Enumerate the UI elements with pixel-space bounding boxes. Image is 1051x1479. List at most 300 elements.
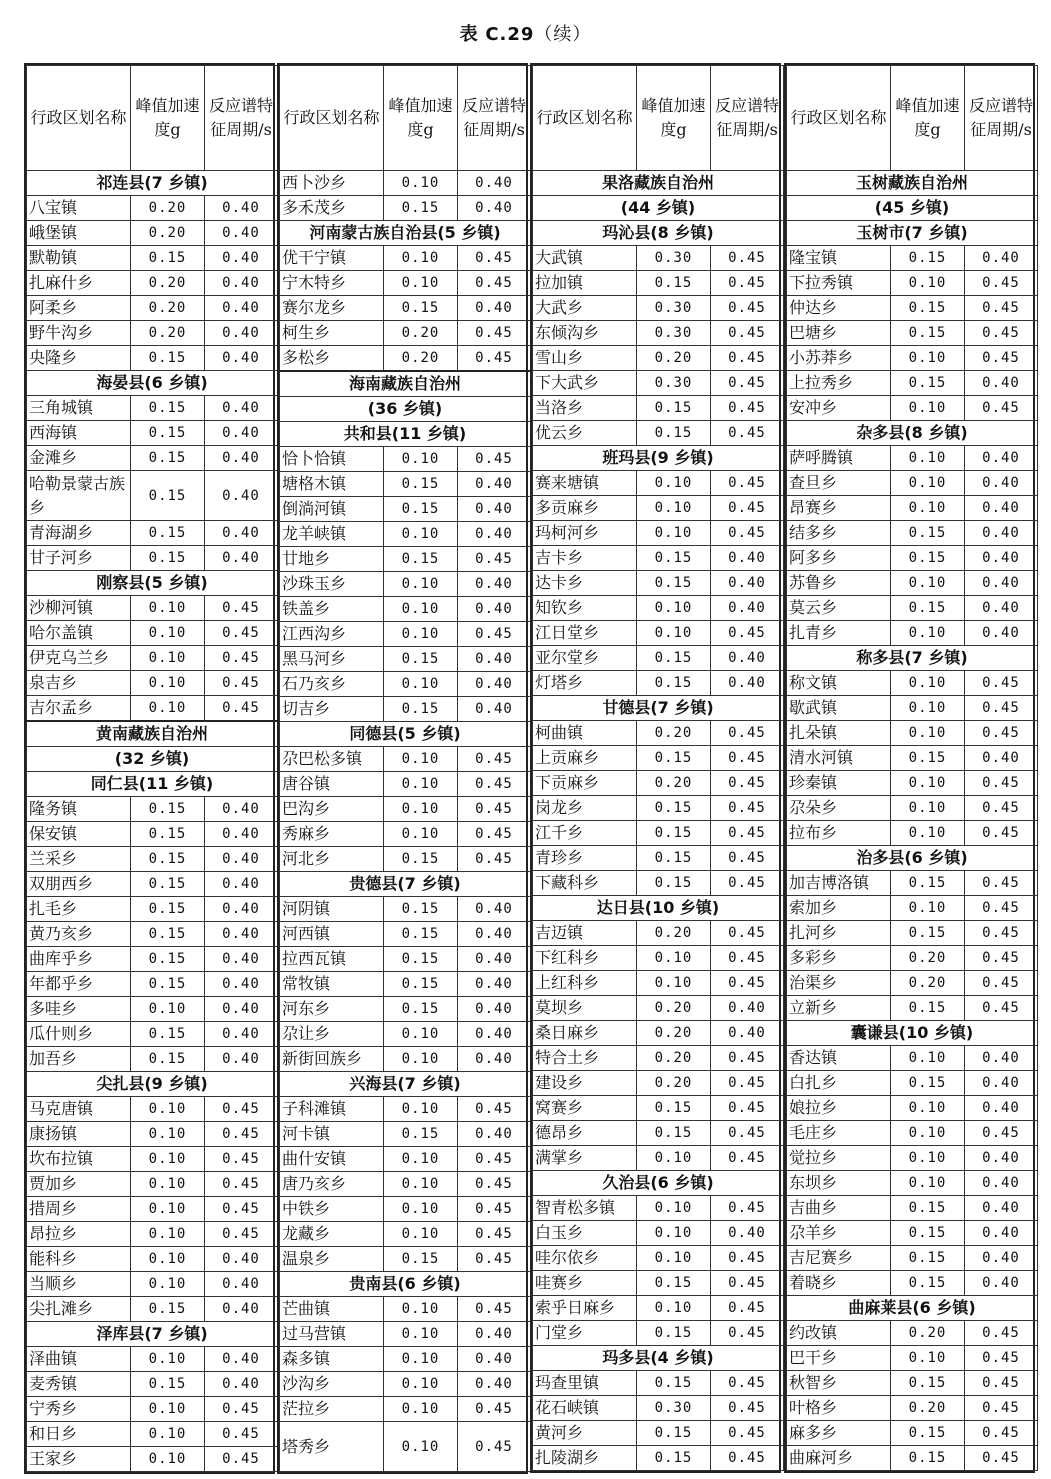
period-value: 0.40 — [965, 546, 1038, 571]
period-value: 0.40 — [965, 471, 1038, 496]
township-name: 塘格木镇 — [280, 472, 384, 497]
period-value: 0.45 — [205, 1172, 278, 1197]
township-name: 扎陵湖乡 — [533, 1446, 637, 1471]
header-name: 行政区划名称 — [27, 66, 131, 171]
township-name: 上贡麻乡 — [533, 746, 637, 771]
group-header-row — [787, 196, 1038, 221]
table-row — [280, 1297, 531, 1322]
pga-value: 0.15 — [891, 1446, 965, 1471]
township-name: 优云乡 — [533, 421, 637, 446]
township-name: 子科滩镇 — [280, 1097, 384, 1122]
pga-value: 0.15 — [384, 296, 458, 321]
table-row — [280, 772, 531, 797]
period-value: 0.45 — [965, 696, 1038, 721]
township-name: 玛柯河乡 — [533, 521, 637, 546]
period-value: 0.40 — [205, 797, 278, 822]
pga-value: 0.15 — [891, 1221, 965, 1246]
table-row — [787, 521, 1038, 546]
table-row — [27, 1372, 278, 1397]
group-header-row — [280, 422, 531, 447]
pga-value: 0.10 — [384, 447, 458, 472]
township-name: 央隆乡 — [27, 346, 131, 371]
pga-value: 0.15 — [891, 1371, 965, 1396]
table-row — [280, 171, 531, 196]
table-row — [533, 1421, 784, 1446]
group-title: 玛沁县(8 乡镇) — [533, 221, 784, 246]
table-row — [27, 446, 278, 471]
township-name: 吉尼赛乡 — [787, 1246, 891, 1271]
table-row — [787, 1171, 1038, 1196]
township-name: 结多乡 — [787, 521, 891, 546]
period-value: 0.45 — [711, 1396, 784, 1421]
table-row — [787, 496, 1038, 521]
township-name: 叶格乡 — [787, 1396, 891, 1421]
pga-value: 0.10 — [384, 672, 458, 697]
pga-value: 0.15 — [384, 947, 458, 972]
township-name: 廿地乡 — [280, 547, 384, 572]
township-name: 大武镇 — [533, 246, 637, 271]
period-value: 0.40 — [965, 571, 1038, 596]
township-name: 江西沟乡 — [280, 622, 384, 647]
township-name: 莫云乡 — [787, 596, 891, 621]
table-row — [280, 497, 531, 522]
period-value: 0.40 — [205, 271, 278, 296]
township-name: 河北乡 — [280, 847, 384, 872]
period-value: 0.40 — [711, 546, 784, 571]
township-name: 茫拉乡 — [280, 1397, 384, 1422]
pga-value: 0.10 — [131, 1272, 205, 1297]
pga-value: 0.15 — [891, 996, 965, 1021]
group-title: 同德县(5 乡镇) — [280, 722, 531, 747]
township-name: 着晓乡 — [787, 1271, 891, 1296]
pga-value: 0.20 — [637, 346, 711, 371]
period-value: 0.45 — [458, 622, 531, 647]
pga-value: 0.15 — [131, 1022, 205, 1047]
township-name: 泉吉乡 — [27, 671, 131, 696]
group-title: 河南蒙古族自治县(5 乡镇) — [280, 221, 531, 246]
pga-value: 0.10 — [891, 796, 965, 821]
pga-value: 0.10 — [891, 821, 965, 846]
pga-value: 0.20 — [637, 771, 711, 796]
table-row — [27, 621, 278, 646]
period-value: 0.40 — [205, 521, 278, 546]
table-row — [280, 597, 531, 622]
pga-value: 0.10 — [891, 1121, 965, 1146]
period-value: 0.40 — [458, 472, 531, 497]
township-name: 秀麻乡 — [280, 822, 384, 847]
table-row — [27, 471, 278, 521]
table-row — [787, 921, 1038, 946]
period-value: 0.45 — [711, 1371, 784, 1396]
table-row — [280, 1047, 531, 1072]
township-name: 塔秀乡 — [280, 1422, 384, 1472]
period-value: 0.45 — [458, 797, 531, 822]
pga-value: 0.15 — [384, 1247, 458, 1272]
pga-value: 0.10 — [384, 772, 458, 797]
period-value: 0.40 — [205, 321, 278, 346]
township-name: 苏鲁乡 — [787, 571, 891, 596]
pga-value: 0.10 — [637, 946, 711, 971]
pga-value: 0.15 — [131, 1047, 205, 1072]
group-title: 祁连县(7 乡镇) — [27, 171, 278, 196]
table-row — [787, 1221, 1038, 1246]
period-value: 0.45 — [458, 1222, 531, 1247]
period-value: 0.40 — [711, 646, 784, 671]
table-row — [533, 1371, 784, 1396]
period-value: 0.45 — [711, 296, 784, 321]
table-column-3 — [530, 63, 781, 1473]
township-name: 桑日麻乡 — [533, 1021, 637, 1046]
group-header-row — [280, 397, 531, 422]
period-value: 0.45 — [711, 271, 784, 296]
pga-value: 0.10 — [891, 271, 965, 296]
table-row — [787, 1396, 1038, 1421]
period-value: 0.45 — [711, 821, 784, 846]
table-row — [280, 897, 531, 922]
period-value: 0.40 — [205, 1247, 278, 1272]
table-row — [787, 446, 1038, 471]
pga-value: 0.10 — [384, 1172, 458, 1197]
period-value: 0.45 — [965, 996, 1038, 1021]
group-title: 班玛县(9 乡镇) — [533, 446, 784, 471]
pga-value: 0.10 — [384, 572, 458, 597]
group-title: (32 乡镇) — [27, 747, 278, 772]
pga-value: 0.15 — [131, 346, 205, 371]
pga-value: 0.10 — [131, 1122, 205, 1147]
pga-value: 0.10 — [384, 1297, 458, 1322]
table-row — [27, 1047, 278, 1072]
township-name: 昂赛乡 — [787, 496, 891, 521]
pga-value: 0.15 — [637, 271, 711, 296]
township-name: 河西镇 — [280, 922, 384, 947]
pga-value: 0.30 — [637, 1396, 711, 1421]
period-value: 0.40 — [205, 446, 278, 471]
township-name: 能科乡 — [27, 1247, 131, 1272]
header-period: 反应谱特征周期/s — [205, 66, 278, 171]
pga-value: 0.10 — [891, 496, 965, 521]
table-row — [280, 997, 531, 1022]
pga-value: 0.10 — [637, 496, 711, 521]
header-period: 反应谱特征周期/s — [965, 66, 1038, 171]
period-value: 0.40 — [965, 496, 1038, 521]
township-name: 黑马河乡 — [280, 647, 384, 672]
township-name: 默勒镇 — [27, 246, 131, 271]
table-row — [533, 671, 784, 696]
table-row — [27, 596, 278, 621]
period-value: 0.40 — [965, 1046, 1038, 1071]
pga-value: 0.10 — [384, 1397, 458, 1422]
period-value: 0.45 — [711, 621, 784, 646]
table-column-2 — [277, 63, 528, 1474]
table-row — [280, 1372, 531, 1397]
pga-value: 0.20 — [891, 946, 965, 971]
table-row — [533, 921, 784, 946]
pga-value: 0.15 — [131, 421, 205, 446]
period-value: 0.40 — [205, 196, 278, 221]
table-row — [787, 296, 1038, 321]
period-value: 0.45 — [965, 1396, 1038, 1421]
table-row — [280, 346, 531, 372]
title-code: C.29 — [485, 24, 535, 45]
table-row — [533, 1121, 784, 1146]
period-value: 0.45 — [458, 447, 531, 472]
township-name: 多松乡 — [280, 346, 384, 372]
period-value: 0.40 — [458, 1122, 531, 1147]
table-row — [280, 672, 531, 697]
township-name: 优干宁镇 — [280, 246, 384, 271]
period-value: 0.40 — [458, 897, 531, 922]
township-name: 德昂乡 — [533, 1121, 637, 1146]
township-name: 唐谷镇 — [280, 772, 384, 797]
period-value: 0.45 — [205, 646, 278, 671]
period-value: 0.40 — [205, 947, 278, 972]
table-row — [27, 671, 278, 696]
township-name: 萨呼腾镇 — [787, 446, 891, 471]
period-value: 0.45 — [458, 1097, 531, 1122]
township-name: 吉曲乡 — [787, 1196, 891, 1221]
period-value: 0.45 — [711, 1446, 784, 1471]
pga-value: 0.30 — [637, 246, 711, 271]
period-value: 0.40 — [965, 621, 1038, 646]
title-prefix: 表 — [459, 24, 479, 45]
pga-value: 0.10 — [384, 1372, 458, 1397]
township-name: 双朋西乡 — [27, 872, 131, 897]
township-name: 常牧镇 — [280, 972, 384, 997]
township-name: 措周乡 — [27, 1197, 131, 1222]
township-name: 娘拉乡 — [787, 1096, 891, 1121]
table-row — [27, 797, 278, 822]
period-value: 0.40 — [205, 1297, 278, 1322]
table-row — [533, 1296, 784, 1321]
pga-value: 0.10 — [891, 1046, 965, 1071]
group-title: 兴海县(7 乡镇) — [280, 1072, 531, 1097]
table-row — [787, 1446, 1038, 1471]
pga-value: 0.15 — [637, 546, 711, 571]
township-name: 多贡麻乡 — [533, 496, 637, 521]
period-value: 0.45 — [711, 746, 784, 771]
pga-value: 0.10 — [131, 1147, 205, 1172]
period-value: 0.40 — [458, 647, 531, 672]
township-name: 赛尔龙乡 — [280, 296, 384, 321]
table-row — [27, 822, 278, 847]
group-header-row — [787, 646, 1038, 671]
table-row — [787, 246, 1038, 271]
period-value: 0.45 — [205, 1147, 278, 1172]
township-name: 王家乡 — [27, 1447, 131, 1472]
table-row — [27, 1447, 278, 1472]
table-row — [533, 496, 784, 521]
period-value: 0.40 — [965, 1196, 1038, 1221]
pga-value: 0.15 — [131, 847, 205, 872]
township-name: 温泉乡 — [280, 1247, 384, 1272]
period-value: 0.40 — [711, 596, 784, 621]
pga-value: 0.20 — [637, 921, 711, 946]
period-value: 0.40 — [458, 572, 531, 597]
table-row — [787, 396, 1038, 421]
period-value: 0.40 — [205, 296, 278, 321]
township-name: 加吉博洛镇 — [787, 871, 891, 896]
pga-value: 0.10 — [637, 1146, 711, 1171]
pga-value: 0.15 — [637, 1371, 711, 1396]
group-title: 泽库县(7 乡镇) — [27, 1322, 278, 1347]
period-value: 0.40 — [965, 746, 1038, 771]
township-name: 吉迈镇 — [533, 921, 637, 946]
pga-value: 0.10 — [384, 1422, 458, 1472]
group-title: 尖扎县(9 乡镇) — [27, 1072, 278, 1097]
group-title: 杂多县(8 乡镇) — [787, 421, 1038, 446]
pga-value: 0.15 — [637, 1446, 711, 1471]
table-row — [787, 1071, 1038, 1096]
period-value: 0.40 — [458, 997, 531, 1022]
township-name: 立新乡 — [787, 996, 891, 1021]
township-name: 窝赛乡 — [533, 1096, 637, 1121]
township-name: 称文镇 — [787, 671, 891, 696]
table-row — [27, 1247, 278, 1272]
township-name: 玛查里镇 — [533, 1371, 637, 1396]
period-value: 0.45 — [205, 1097, 278, 1122]
pga-value: 0.10 — [891, 896, 965, 921]
period-value: 0.45 — [458, 1172, 531, 1197]
pga-value: 0.20 — [891, 971, 965, 996]
pga-value: 0.10 — [891, 396, 965, 421]
table-row — [787, 346, 1038, 371]
township-name: 西海镇 — [27, 421, 131, 446]
period-value: 0.40 — [458, 972, 531, 997]
pga-value: 0.15 — [384, 972, 458, 997]
table-row — [280, 522, 531, 547]
table-column-4 — [784, 63, 1035, 1473]
table-row — [280, 947, 531, 972]
period-value: 0.45 — [458, 822, 531, 847]
period-value: 0.45 — [711, 421, 784, 446]
header-pga: 峰值加速度g — [384, 66, 458, 171]
township-name: 门堂乡 — [533, 1321, 637, 1346]
pga-value: 0.10 — [384, 1047, 458, 1072]
township-name: 麻多乡 — [787, 1421, 891, 1446]
pga-value: 0.10 — [637, 1221, 711, 1246]
table-row — [280, 1222, 531, 1247]
township-name: 江千乡 — [533, 821, 637, 846]
table-row — [533, 721, 784, 746]
period-value: 0.40 — [205, 997, 278, 1022]
period-value: 0.40 — [965, 1271, 1038, 1296]
period-value: 0.45 — [458, 1422, 531, 1472]
period-value: 0.45 — [711, 396, 784, 421]
period-value: 0.40 — [458, 196, 531, 221]
period-value: 0.40 — [205, 396, 278, 421]
period-value: 0.45 — [965, 946, 1038, 971]
pga-value: 0.15 — [891, 371, 965, 396]
township-name: 切吉乡 — [280, 697, 384, 722]
period-value: 0.45 — [965, 1346, 1038, 1371]
group-title: 贵德县(7 乡镇) — [280, 872, 531, 897]
township-name: 香达镇 — [787, 1046, 891, 1071]
period-value: 0.40 — [965, 1221, 1038, 1246]
table-row — [280, 1322, 531, 1347]
table-row — [787, 821, 1038, 846]
township-name: 毛庄乡 — [787, 1121, 891, 1146]
pga-value: 0.30 — [637, 296, 711, 321]
table-row — [787, 746, 1038, 771]
header-pga: 峰值加速度g — [891, 66, 965, 171]
township-name: 恰卜恰镇 — [280, 447, 384, 472]
period-value: 0.40 — [205, 471, 278, 521]
table-row — [27, 321, 278, 346]
township-name: 安冲乡 — [787, 396, 891, 421]
table-row — [533, 396, 784, 421]
township-name: 过马营镇 — [280, 1322, 384, 1347]
table-row — [280, 296, 531, 321]
township-name: 沙沟乡 — [280, 1372, 384, 1397]
period-value: 0.45 — [205, 1447, 278, 1472]
period-value: 0.40 — [458, 922, 531, 947]
table-row — [280, 472, 531, 497]
table-row — [787, 371, 1038, 396]
table-row — [280, 647, 531, 672]
table-row — [533, 546, 784, 571]
pga-value: 0.15 — [131, 546, 205, 571]
period-value: 0.45 — [711, 346, 784, 371]
township-name: 多哇乡 — [27, 997, 131, 1022]
period-value: 0.40 — [711, 671, 784, 696]
pga-value: 0.10 — [637, 1246, 711, 1271]
group-header-row — [280, 371, 531, 397]
period-value: 0.40 — [205, 246, 278, 271]
period-value: 0.45 — [965, 296, 1038, 321]
group-header-row — [27, 171, 278, 196]
township-name: 扎麻什乡 — [27, 271, 131, 296]
group-header-row — [280, 1072, 531, 1097]
township-name: 甘子河乡 — [27, 546, 131, 571]
period-value: 0.45 — [965, 321, 1038, 346]
table-row — [27, 1422, 278, 1447]
pga-value: 0.10 — [384, 622, 458, 647]
table-row — [27, 1297, 278, 1322]
pga-value: 0.15 — [637, 1271, 711, 1296]
group-title: 玉树藏族自治州 — [787, 171, 1038, 196]
pga-value: 0.20 — [131, 221, 205, 246]
township-name: 下贡麻乡 — [533, 771, 637, 796]
period-value: 0.45 — [711, 521, 784, 546]
table-row — [533, 271, 784, 296]
table-row — [787, 971, 1038, 996]
pga-value: 0.15 — [384, 647, 458, 672]
pga-value: 0.10 — [131, 1172, 205, 1197]
period-value: 0.40 — [205, 922, 278, 947]
township-name: 保安镇 — [27, 822, 131, 847]
period-value: 0.40 — [458, 597, 531, 622]
table-row — [787, 271, 1038, 296]
pga-value: 0.10 — [131, 1097, 205, 1122]
table-title — [0, 20, 1051, 46]
pga-value: 0.10 — [891, 671, 965, 696]
table-row — [787, 1046, 1038, 1071]
township-name: 东倾沟乡 — [533, 321, 637, 346]
township-name: 亚尔堂乡 — [533, 646, 637, 671]
period-value: 0.45 — [458, 321, 531, 346]
table-row — [787, 1121, 1038, 1146]
group-header-row — [533, 221, 784, 246]
township-name: 秋智乡 — [787, 1371, 891, 1396]
period-value: 0.40 — [965, 1071, 1038, 1096]
table-row — [280, 747, 531, 772]
township-name: 扎河乡 — [787, 921, 891, 946]
pga-value: 0.20 — [891, 1396, 965, 1421]
township-name: 扎毛乡 — [27, 897, 131, 922]
table-row — [787, 1421, 1038, 1446]
pga-value: 0.10 — [891, 621, 965, 646]
table-row — [787, 1096, 1038, 1121]
